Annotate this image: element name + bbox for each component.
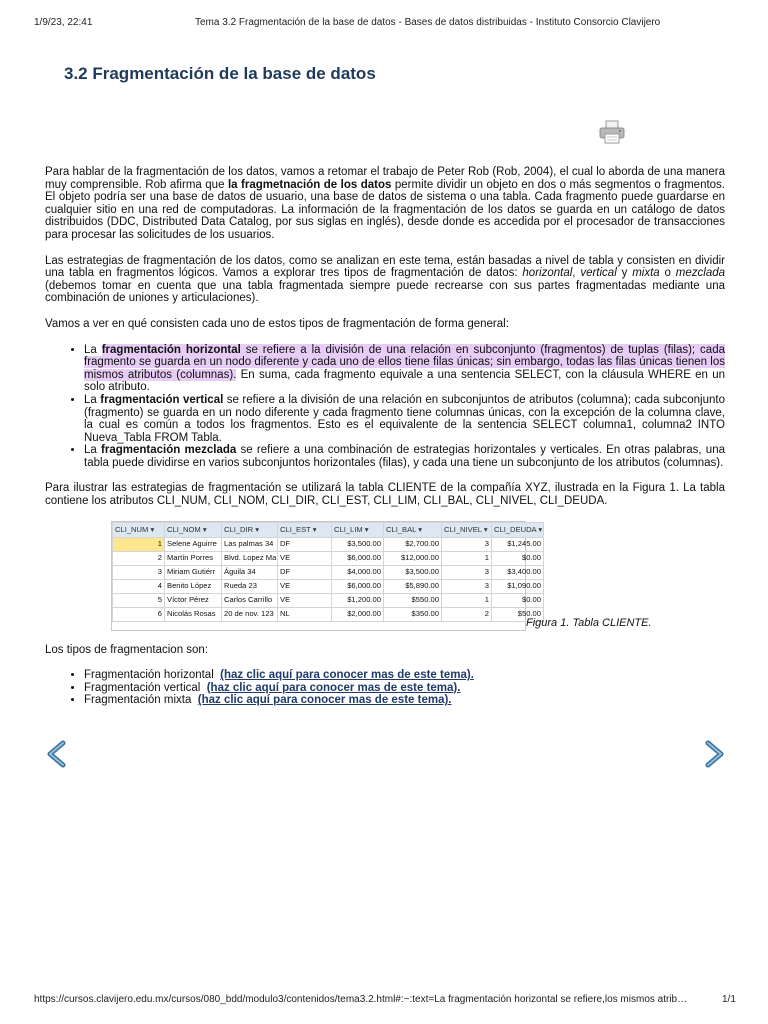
tipos-links-list <box>45 669 725 707</box>
intro-text-b: permite dividir un objeto en dos o más segmentos o fragmentos. El objeto podría ser una base de datos de usuario, una base de datos de sistema o una tabla. Cada fragmento puede guardarse en cualquier sitio en una red de computadoras. La información de la fragmentación de los datos se guarda en un catálogo de datos distribuidos (DDC, Distributed Data Catalog, por sus siglas en inglés), desde donde es accedida por el procesador de transacciones para procesar las solicitudes de los usuarios. <box>45 178 725 241</box>
table-cell: $350.00 <box>384 607 442 621</box>
horizontal-highlight: se refiere a la división de una relación en subconjunto (fragmentos) de tuplas (filas); cada fragmento se guarda en un nodo diferente y cada uno de ellos tiene filas únicas; sin embargo, todas las filas únicas tienen los mismos atributos (columnas). <box>84 343 725 381</box>
table-cell: $550.00 <box>384 593 442 607</box>
table-cell: Las palmas 34 <box>222 537 278 551</box>
intro-text-a: Para hablar de la fragmentación de los datos, vamos a retomar el trabajo de Peter Rob (Rob, 2004), el cual lo aborda de una manera muy comprensible. Rob afirma que <box>45 166 725 191</box>
strategies-text-a: Las estrategias de fragmentación de los datos, como se analizan en este tema, están basadas a nivel de tabla y consisten en dividir una tabla en fragmentos lógicos. Vamos a explorar tres tipos de fragmentación de datos: <box>45 254 725 280</box>
table-cell: 1 <box>442 593 492 607</box>
table-cell: Martín Porres <box>165 551 222 565</box>
table-cell: $6,000.00 <box>332 579 384 593</box>
tipo-label: Fragmentación vertical <box>84 681 201 694</box>
table-cell: $1,090.00 <box>492 579 544 593</box>
strategies-paragraph <box>45 255 725 305</box>
table-cell: 2 <box>113 551 165 565</box>
table-cell: $12,000.00 <box>384 551 442 565</box>
link-horizontal[interactable]: (haz clic aquí para conocer mas de este tema). <box>220 669 474 682</box>
table-cell: 6 <box>113 607 165 621</box>
col-header[interactable]: CLI_DEUDA ▾ <box>492 522 544 537</box>
table-cell: Víctor Pérez <box>165 593 222 607</box>
cliente-table-image <box>111 521 543 631</box>
col-header[interactable]: CLI_BAL ▾ <box>384 522 442 537</box>
table-cell: Nicolás Rosas <box>165 607 222 621</box>
table-cell: Rueda 23 <box>222 579 278 593</box>
sep-2: y <box>616 267 633 280</box>
table-cell: DF <box>278 537 332 551</box>
table-cell: $0.00 <box>492 551 544 565</box>
table-cell: $3,400.00 <box>492 565 544 579</box>
horizontal-bold: fragmentación horizontal <box>101 343 241 356</box>
chevron-right-icon[interactable] <box>703 740 727 768</box>
table-cell: $2,000.00 <box>332 607 384 621</box>
table-cell: DF <box>278 565 332 579</box>
table-row <box>113 593 544 607</box>
term-mixta: mixta <box>632 267 660 280</box>
table-cell: 20 de nov. 123 <box>222 607 278 621</box>
figure-cliente <box>45 521 725 631</box>
cliente-table <box>112 522 544 622</box>
term-vertical: vertical <box>580 267 617 280</box>
page-title: 3.2 Fragmentación de la base de datos <box>64 64 376 83</box>
table-intro-paragraph: Para ilustrar las estrategias de fragmentación se utilizará la tabla CLIENTE de la compañía XYZ, ilustrada en la Figura 1. La tabla contiene los atributos CLI_NUM, CLI_NOM, CLI_DIR, CLI_EST, CLI_LIM, CLI_BAL, CLI_NIVEL, CLI_DEUDA. <box>45 482 725 508</box>
main-content <box>45 166 725 720</box>
col-header[interactable]: CLI_EST ▾ <box>278 522 332 537</box>
table-cell: $5,890.00 <box>384 579 442 593</box>
strategies-text-b: (debemos tomar en cuenta que una tabla fragmentada siempre puede recrearse con sus partes fragmentadas mediante una combinación de uniones y articulaciones). <box>45 279 725 305</box>
tipo-label: Fragmentación mixta <box>84 694 192 707</box>
mixta-text-a: La <box>84 444 102 457</box>
table-cell: $3,500.00 <box>332 537 384 551</box>
chevron-left-icon[interactable] <box>44 740 68 768</box>
table-row <box>113 565 544 579</box>
vertical-text-a: La <box>84 393 101 406</box>
table-cell: VE <box>278 551 332 565</box>
link-mixta[interactable]: (haz clic aquí para conocer mas de este tema). <box>197 694 452 707</box>
link-vertical[interactable]: (haz clic aquí para conocer mas de este tema). <box>206 681 461 694</box>
print-url: https://cursos.clavijero.edu.mx/cursos/080_bdd/modulo3/contenidos/tema3.2.html#:~:text=La fragmentación horizontal se refiere,los mismos atrib… <box>34 994 688 1005</box>
mixta-bold: fragmentación mezclada <box>101 444 237 457</box>
col-header[interactable]: CLI_DIR ▾ <box>222 522 278 537</box>
table-row <box>113 537 544 551</box>
types-list <box>45 344 725 470</box>
table-cell: 3 <box>113 565 165 579</box>
list-item <box>84 669 725 682</box>
sep-1: , <box>572 267 581 280</box>
table-cell: Blvd. Lopez Ma <box>222 551 278 565</box>
table-cell: NL <box>278 607 332 621</box>
col-header[interactable]: CLI_NIVEL ▾ <box>442 522 492 537</box>
table-cell: $1,245.00 <box>492 537 544 551</box>
table-cell: Miriam Gutiérr <box>165 565 222 579</box>
horizontal-text-b: En suma, cada fragmento equivale a una sentencia SELECT, con la cláusula WHERE en un solo atributo. <box>84 368 726 394</box>
table-cell: $0.00 <box>492 593 544 607</box>
table-cell: $1,200.00 <box>332 593 384 607</box>
col-header[interactable]: CLI_NUM ▾ <box>113 522 165 537</box>
table-cell: $2,700.00 <box>384 537 442 551</box>
table-cell: 5 <box>113 593 165 607</box>
table-cell: Águila 34 <box>222 565 278 579</box>
tipos-title: Los tipos de fragmentacion son: <box>45 643 209 656</box>
printer-icon[interactable] <box>598 120 626 144</box>
sep-3: o <box>659 267 676 280</box>
page-number: 1/1 <box>722 994 736 1005</box>
vertical-text-b: se refiere a la división de una relación en subconjuntos de atributos (columna); cada subconjunto (fragmento) se guarda en un nodo diferente y cada fragmento tiene columnas únicas, con la excepción de la columna clave, la cual es común a todos los fragmentos. Esto es el equivalente de la sentencia SELECT columna1, columna2 INTO Nueva_Tabla FROM Tabla. <box>84 393 725 444</box>
table-cell: Carlos Carrillo <box>222 593 278 607</box>
table-cell: Benito López <box>165 579 222 593</box>
horizontal-text-a: La <box>84 343 102 356</box>
types-intro-paragraph: Vamos a ver en qué consisten cada uno de estos tipos de fragmentación de forma general: <box>45 317 509 330</box>
list-item-horizontal <box>84 344 725 394</box>
table-cell: 3 <box>442 537 492 551</box>
intro-paragraph <box>45 166 725 242</box>
list-item <box>84 694 725 707</box>
list-item <box>84 682 725 695</box>
term-mezclada: mezclada <box>675 267 726 280</box>
table-cell: VE <box>278 579 332 593</box>
table-cell: Selene Aguirre <box>165 537 222 551</box>
table-cell: $3,500.00 <box>384 565 442 579</box>
list-item-mixta <box>84 444 725 469</box>
table-cell: 1 <box>113 537 165 551</box>
table-header-row <box>113 522 544 537</box>
print-page-title: Tema 3.2 Fragmentación de la base de datos - Bases de datos distribuidas - Instituto Consorcio Clavijero <box>195 17 661 28</box>
vertical-bold: fragmentación vertical <box>100 393 224 406</box>
intro-bold: la fragmetnación de los datos <box>227 178 392 191</box>
table-cell: VE <box>278 593 332 607</box>
table-cell: 4 <box>113 579 165 593</box>
table-cell: 2 <box>442 607 492 621</box>
table-cell: $6,000.00 <box>332 551 384 565</box>
print-date: 1/9/23, 22:41 <box>34 17 93 28</box>
tipo-label: Fragmentación horizontal <box>84 669 214 682</box>
table-row <box>113 607 544 621</box>
table-cell: $50.00 <box>492 607 544 621</box>
term-horizontal: horizontal <box>522 267 573 280</box>
table-cell: 3 <box>442 579 492 593</box>
table-cell: 3 <box>442 565 492 579</box>
list-item-vertical <box>84 394 725 444</box>
table-cell: $4,000.00 <box>332 565 384 579</box>
col-header[interactable]: CLI_NOM ▾ <box>165 522 222 537</box>
table-row <box>113 579 544 593</box>
table-row <box>113 551 544 565</box>
figure-caption: Figura 1. Tabla CLIENTE. <box>526 616 652 629</box>
table-cell: 1 <box>442 551 492 565</box>
col-header[interactable]: CLI_LIM ▾ <box>332 522 384 537</box>
mixta-text-b: se refiere a una combinación de estrategias horizontales y verticales. En otras palabras, una tabla puede dividirse en varios subconjuntos horizontales (filas), y cada una tiene un subconjunto de los atributos (columnas). <box>84 444 725 469</box>
